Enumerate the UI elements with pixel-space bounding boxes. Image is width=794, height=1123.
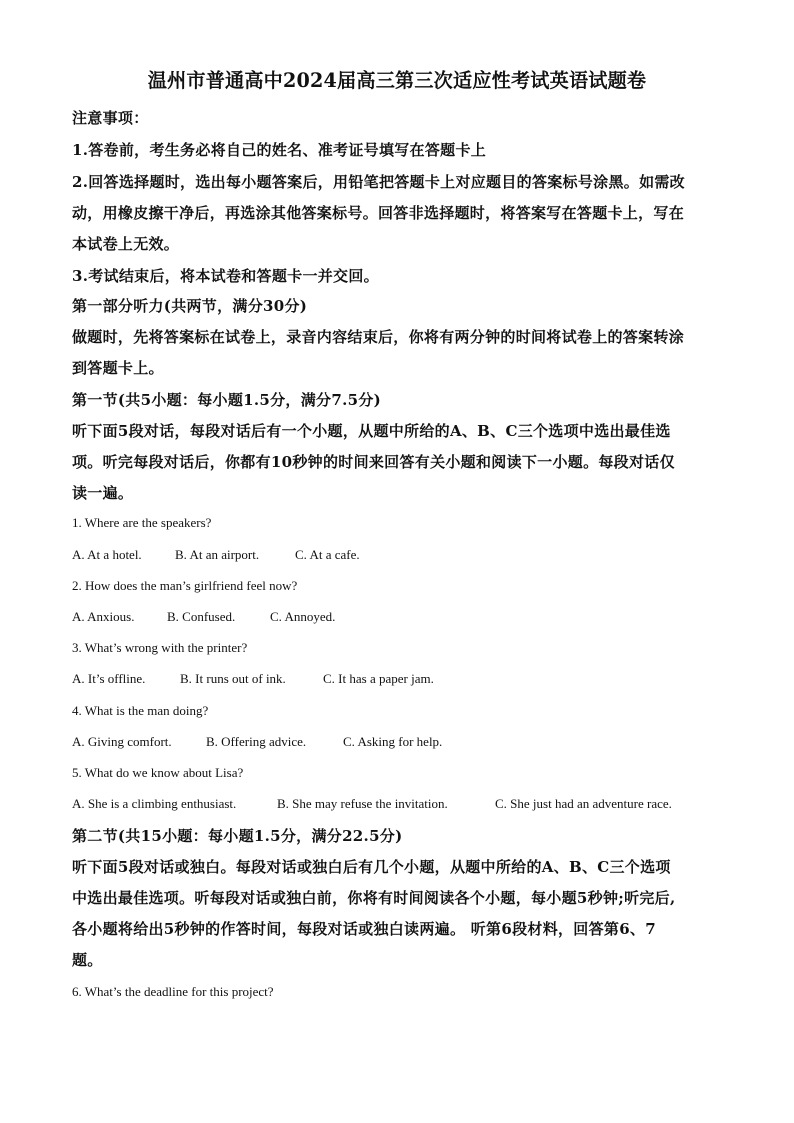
question-3: 3. What’s wrong with the printer? (72, 640, 248, 655)
option-a: A. She is a climbing enthusiast. (72, 796, 237, 811)
option-c: C. It has a paper jam. (323, 671, 434, 686)
notice-item-2-line-3: 本试卷上无效。 (72, 235, 180, 253)
question-5-options (72, 796, 672, 812)
option-c: C. She just had an adventure race. (495, 796, 672, 811)
option-a: A. At a hotel. (72, 547, 142, 562)
question-3-options (72, 671, 434, 687)
section2-desc-line-3: 各小题将给出5秒钟的作答时间，每段对话或独白读两遍。 听第6段材料，回答第6、7 (72, 920, 656, 938)
section2-heading: 第二节(共15小题：每小题1.5分，满分22.5分) (72, 827, 403, 845)
option-b: B. Offering advice. (206, 734, 307, 749)
question-5: 5. What do we know about Lisa? (72, 765, 244, 780)
option-b: B. Confused. (167, 609, 236, 624)
option-a: A. Anxious. (72, 609, 135, 624)
option-a: A. It’s offline. (72, 671, 146, 686)
part1-heading: 第一部分听力(共两节，满分30分) (72, 297, 308, 315)
option-c: C. Asking for help. (343, 734, 443, 749)
question-6: 6. What’s the deadline for this project? (72, 984, 274, 999)
notice-item-2-line-2: 动，用橡皮擦干净后，再选涂其他答案标号。回答非选择题时，将答案写在答题卡上，写在 (72, 204, 685, 222)
question-4: 4. What is the man doing? (72, 703, 209, 718)
option-c: C. Annoyed. (270, 609, 336, 624)
option-b: B. It runs out of ink. (180, 671, 286, 686)
question-4-options (72, 734, 442, 750)
section2-desc-line-4: 题。 (72, 951, 103, 969)
section1-desc-line-3: 读一遍。 (72, 484, 134, 502)
notice-item-2-line-1: 2.回答选择题时，选出每小题答案后，用铅笔把答题卡上对应题目的答案标号涂黑。如需改 (72, 173, 685, 191)
option-a: A. Giving comfort. (72, 734, 172, 749)
notice-heading: 注意事项： (72, 109, 149, 127)
option-b: B. She may refuse the invitation. (277, 796, 448, 811)
section1-desc-line-2: 项。听完每段对话后，你都有10秒钟的时间来回答有关小题和阅读下一小题。每段对话仅 (72, 453, 675, 471)
question-2-options (72, 609, 335, 625)
option-c: C. At a cafe. (295, 547, 360, 562)
section1-desc-line-1: 听下面5段对话，每段对话后有一个小题，从题中所给的A、B、C三个选项中选出最佳选 (72, 422, 671, 440)
question-1-options (72, 547, 360, 563)
section2-desc-line-1: 听下面5段对话或独白。每段对话或独白后有几个小题，从题中所给的A、B、C三个选项 (72, 858, 671, 876)
option-b: B. At an airport. (175, 547, 260, 562)
part1-desc-line-1: 做题时，先将答案标在试卷上，录音内容结束后，你将有两分钟的时间将试卷上的答案转涂 (72, 328, 685, 346)
part1-desc-line-2: 到答题卡上。 (72, 359, 164, 377)
section1-heading: 第一节(共5小题：每小题1.5分，满分7.5分) (72, 391, 382, 409)
notice-item-3: 3.考试结束后，将本试卷和答题卡一并交回。 (72, 267, 379, 285)
question-1: 1. Where are the speakers? (72, 515, 212, 530)
question-2: 2. How does the man’s girlfriend feel now? (72, 578, 298, 593)
page-title: 温州市普通高中2024届高三第三次适应性考试英语试题卷 (147, 69, 647, 92)
notice-item-1: 1.答卷前，考生务必将自己的姓名、准考证号填写在答题卡上 (72, 141, 487, 159)
section2-desc-line-2: 中选出最佳选项。听每段对话或独白前，你将有时间阅读各个小题，每小题5秒钟;听完后, (72, 889, 676, 907)
